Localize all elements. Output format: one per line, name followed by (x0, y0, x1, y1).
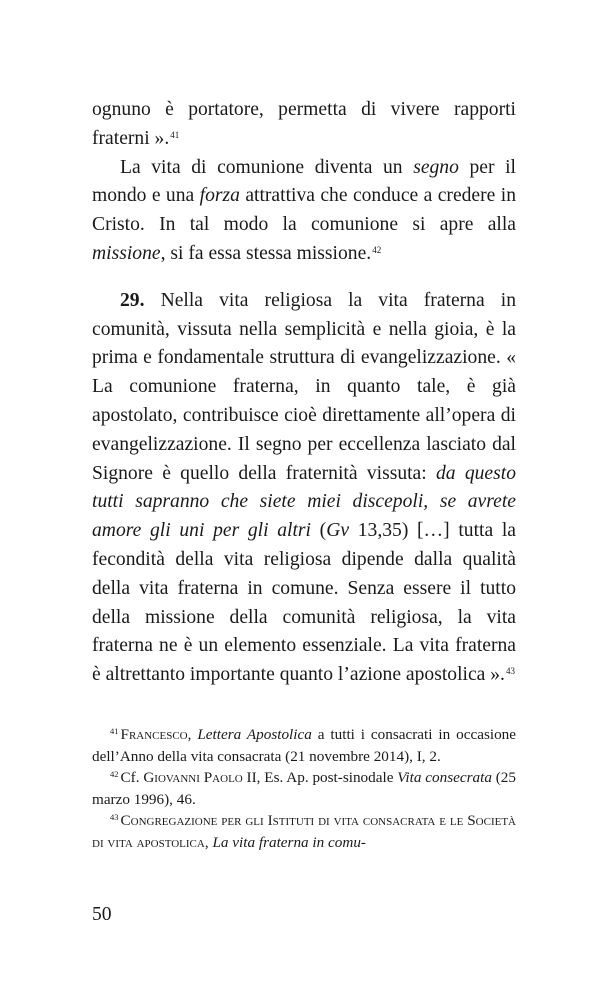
page-number: 50 (92, 904, 112, 925)
footnotes (92, 724, 516, 854)
paragraph-29: 29. Nella vita religiosa la vita fraterna in comunità, vissuta nella semplicità e nella gioia, è la prima e fondamentale struttura di evangelizzazione. « La comunione fraterna, in quanto tale, è già apostolato, contribuisce cioè direttamente all’opera di evangelizzazione. Il segno per eccellenza lasciato dal Signore è quello della fraternità vissuta: da questo tutti sapranno che siete miei discepoli, se avrete amore gli uni per gli altri (Gv 13,35) […] tutta la fecondità della vita religiosa dipende dalla qualità della vita fraterna in comune. Senza essere il tutto della missione della comunità religiosa, la vita fraterna ne è un elemento essenziale. La vita fraterna è altrettanto importante quanto l’azione apostolica ».$^{43}$ (92, 289, 516, 686)
footnote-41: $^{41}$ Francesco, Lettera Apostolica a tutti i consacrati in occasione dell’Anno della vita consacrata (21 novembre 2014), I, 2. (92, 726, 517, 765)
paragraph-continuation: ognuno è portatore, permetta di vivere rapporti fraterni ».$^{41}$ (92, 99, 516, 149)
paragraph-communion: La vita di comunione diventa un segno per il mondo e una forza attrattiva che conduce a credere in Cristo. In tal modo la comunione si apre alla missione, si fa essa stessa missione.$^{42}$ (92, 156, 516, 264)
footnote-43: $^{43}$ Congregazione per gli Istituti di vita consacrata e le Società di vita apostolica, La vita fraterna in comu- (92, 812, 516, 851)
main-text (92, 96, 516, 690)
footnote-ref-43: 43 (505, 666, 515, 677)
footnote-ref-42: 42 (372, 244, 382, 255)
paragraph-number: 29. (120, 289, 145, 311)
footnote-42: $^{42}$ Cf. Giovanni Paolo II, Es. Ap. post-sinodale Vita consecrata (25 marzo 1996), 46. (92, 769, 516, 808)
footnote-ref-41: 41 (170, 129, 180, 140)
